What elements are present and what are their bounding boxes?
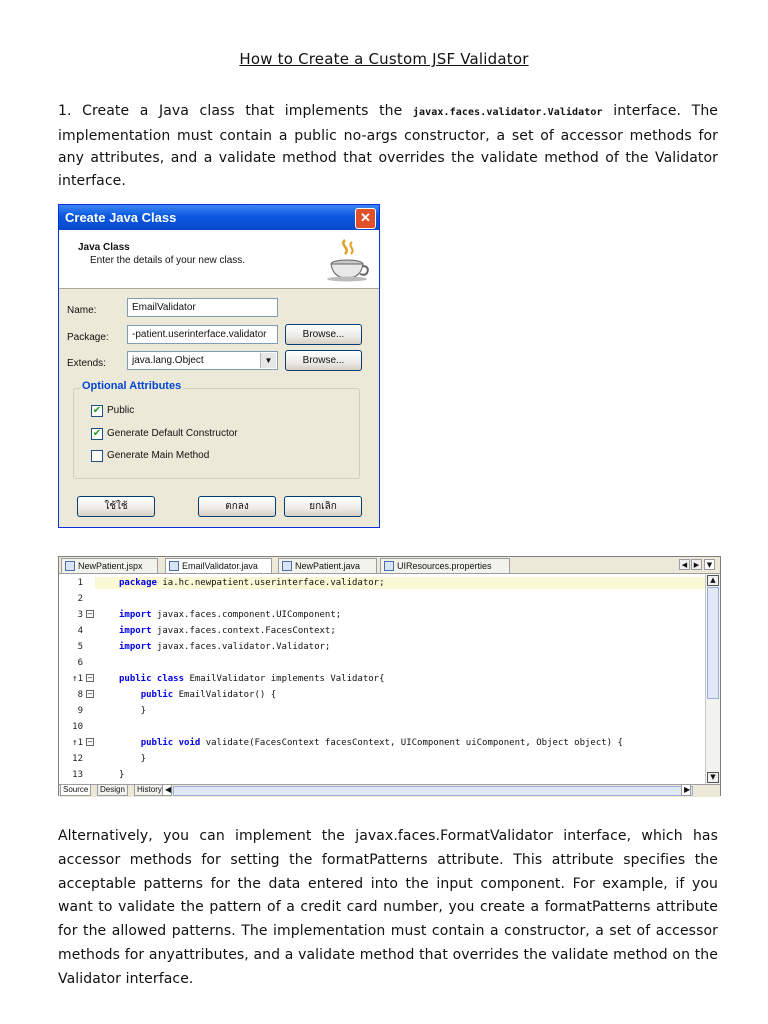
default-constructor-checkbox[interactable]: ✔ [92,428,102,439]
code-line[interactable]: import javax.faces.component.UIComponent; [119,610,342,620]
name-label: Name: [67,305,97,316]
tab-newpatient-jspx[interactable] [61,558,158,573]
scroll-down-icon[interactable]: ▼ [707,772,719,783]
extends-value: java.lang.Object [132,355,204,366]
dialog-title: Create Java Class [65,210,177,225]
dialog-header-subtitle: Enter the details of your new class. [90,255,246,266]
jsp-file-icon [65,561,75,571]
code-line[interactable]: } [119,754,147,764]
tab-list-dropdown-icon[interactable]: ▼ [704,559,715,570]
editor-tab-bar [59,557,720,574]
package-label: Package: [67,332,109,343]
main-method-checkbox[interactable] [91,450,103,462]
tab-design[interactable]: Design [97,785,128,796]
line-number: 12 [72,754,83,764]
code-line[interactable]: } [119,770,125,780]
code-line[interactable]: import javax.faces.context.FacesContext; [119,626,336,636]
line-number: 2 [77,594,83,604]
extends-select[interactable] [127,351,278,370]
tab-scroll-right-icon[interactable]: ▶ [691,559,702,570]
properties-file-icon [384,561,394,571]
editor-bottom-bar [59,784,720,797]
fold-toggle-icon[interactable]: − [87,674,93,682]
main-method-label: Generate Main Method [107,450,210,461]
package-field[interactable]: -patient.userinterface.validator [127,325,278,344]
line-number: 8 [77,690,83,700]
dialog-title-bar [59,205,379,230]
scroll-left-icon[interactable]: ◀ [162,785,172,796]
line-number: 10 [72,722,83,732]
code-line[interactable]: public class EmailValidator implements Validator{ [119,674,385,684]
code-line[interactable]: import javax.faces.validator.Validator; [119,642,331,652]
tab-scroll-left-icon[interactable]: ◀ [679,559,690,570]
dialog-header-title: Java Class [78,242,130,253]
horizontal-scrollbar[interactable] [173,786,693,796]
browse-package-button[interactable]: Browse... [285,324,362,345]
page-title: How to Create a Custom JSF Validator [239,50,529,68]
scroll-right-icon[interactable]: ▶ [681,785,691,796]
line-number: 5 [77,642,83,652]
line-number: 4 [77,626,83,636]
java-coffee-cup-icon [325,236,371,282]
line-number: 6 [77,658,83,668]
alternative-paragraph: Alternatively, you can implement the javax.faces.FormatValidator interface, which has accessor methods for setting the formatPatterns attribute. This attribute specifies the acceptable patterns for the data entered into the input component. For example, if you want to validate the pattern of a credit card number, you create a formatPatterns attribute for the allowed patterns. The implementation must contain a constructor, a set of accessor methods for anyattributes, and a validate method that overrides the validate method on the Validator interface. [58,828,718,987]
scroll-up-icon[interactable]: ▲ [707,575,719,586]
chevron-down-icon[interactable]: ▼ [260,353,276,368]
name-field[interactable]: EmailValidator [127,298,278,317]
code-line[interactable]: } [119,706,147,716]
help-button[interactable]: ใช้ใช้ [77,496,155,517]
code-line[interactable]: public void validate(FacesContext facesContext, UIComponent uiComponent, Object object) { [140,738,623,748]
ok-button[interactable]: ตกลง [198,496,276,517]
fold-toggle-icon[interactable]: − [87,610,93,618]
intro-text-end: interface. The implementation must contain a public no-args constructor, a set of accessor methods for any attributes, and a validate method that overrides the validate method of the Validator interface. [58,103,718,189]
line-number: 3 [77,610,83,620]
line-number: 9 [77,706,83,716]
create-java-class-dialog [58,204,380,528]
extends-label: Extends: [67,358,106,369]
cancel-button[interactable]: ยกเลิก [284,496,362,517]
intro-paragraph [58,100,718,192]
public-label: Public [107,405,135,416]
code-editor [58,556,721,796]
optional-attributes-title: Optional Attributes [82,380,182,392]
validator-interface-code: javax.faces.validator.Validator [412,107,603,118]
tab-label: EmailValidator.java [182,561,258,571]
default-constructor-label: Generate Default Constructor [107,428,238,439]
dialog-header [59,230,379,289]
line-number: 1 [77,578,83,588]
tab-emailvalidator-java[interactable] [165,558,272,573]
tab-history[interactable]: History [134,785,165,796]
tab-label: NewPatient.java [295,561,361,571]
tab-label: NewPatient.jspx [78,561,143,571]
java-file-icon [169,561,179,571]
line-number: ↑1 [72,738,83,748]
fold-toggle-icon[interactable]: − [87,738,93,746]
line-number: ↑1 [72,674,83,684]
tab-newpatient-java[interactable] [278,558,377,573]
line-number: 13 [72,770,83,780]
vertical-scrollbar[interactable] [705,574,720,785]
browse-extends-button[interactable]: Browse... [285,350,362,371]
fold-toggle-icon[interactable]: − [87,690,93,698]
optional-attributes-group [73,380,360,479]
scroll-thumb[interactable] [707,587,719,699]
java-file-icon [282,561,292,571]
close-icon[interactable]: ✕ [355,208,376,229]
tab-source[interactable]: Source [60,785,91,796]
intro-text-start: 1. Create a Java class that implements the [58,103,413,119]
code-line[interactable]: package ia.hc.newpatient.userinterface.validator; [119,578,385,588]
code-line[interactable]: public EmailValidator() { [140,690,277,700]
line-number-gutter [59,574,95,784]
public-checkbox[interactable]: ✔ [92,405,102,416]
tab-label: UIResources.properties [397,561,492,571]
tab-uiresources-properties[interactable] [380,558,510,573]
